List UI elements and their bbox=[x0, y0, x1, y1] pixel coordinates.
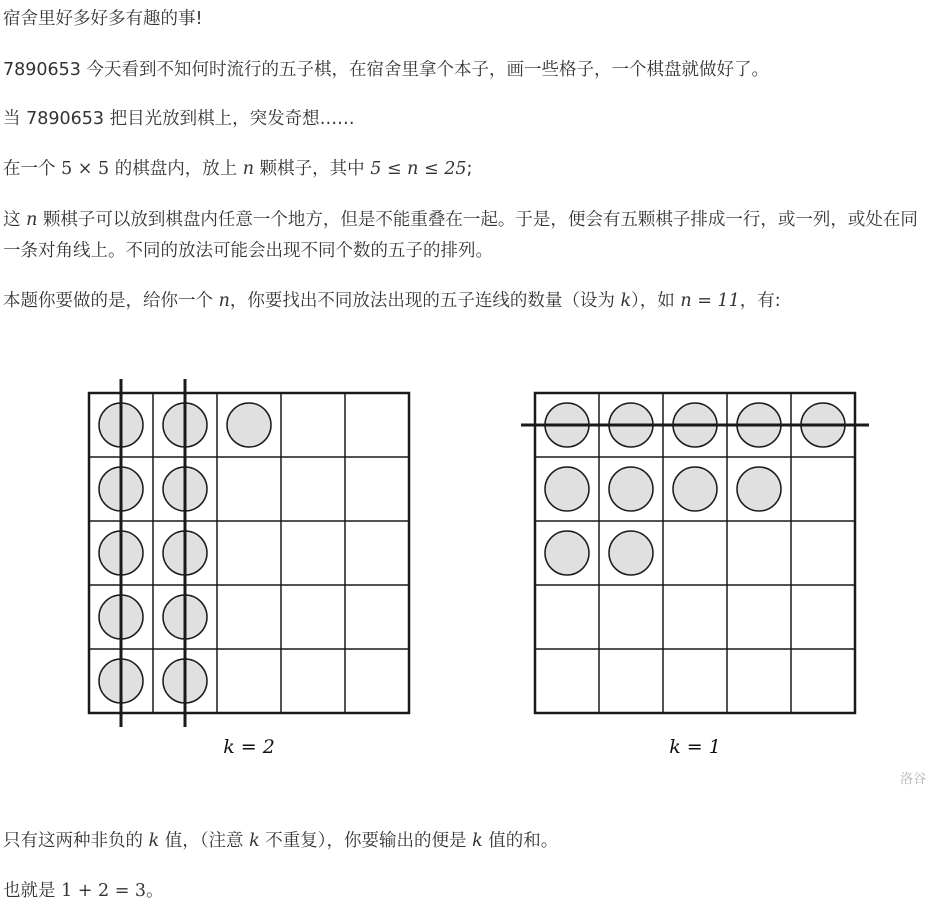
para-example-sum: 也就是 1 + 2 = 3。 bbox=[3, 881, 164, 901]
math-k: k bbox=[620, 291, 632, 311]
math-board-size: 5 × 5 bbox=[61, 159, 110, 179]
board-caption: k = 2 bbox=[223, 736, 275, 758]
math-n: n bbox=[242, 159, 255, 179]
math-k: k bbox=[148, 831, 160, 851]
stone bbox=[609, 531, 653, 575]
para-story: 7890653 今天看到不知何时流行的五子棋，在宿舍里拿个本子，画一些格子，一个棋盘就做好了。 bbox=[3, 60, 769, 80]
math-n: n bbox=[26, 210, 38, 230]
math-n-eq: n = 11 bbox=[680, 291, 740, 311]
stone bbox=[227, 403, 271, 447]
stone bbox=[545, 531, 589, 575]
board-caption: k = 1 bbox=[669, 736, 721, 758]
para-idea: 当 7890653 把目光放到棋上，突发奇想…… bbox=[3, 109, 355, 129]
para-board-setup: 在一个 5 × 5 的棋盘内，放上 n 颗棋子，其中 5 ≤ n ≤ 25; bbox=[3, 159, 473, 179]
watermark: 洛谷 bbox=[899, 772, 926, 787]
stone bbox=[737, 467, 781, 511]
para-rules: 这 n 颗棋子可以放到棋盘内任意一个地方，但是不能重叠在一起。于是，便会有五颗棋子排成一行，或一列，或处在同一条对角线上。不同的放法可能会出现不同个数的五子的排列。 bbox=[3, 210, 918, 261]
math-sum: 1 + 2 = 3 bbox=[61, 881, 147, 901]
board-figure bbox=[0, 360, 936, 790]
math-n: n bbox=[218, 291, 230, 311]
stone bbox=[673, 467, 717, 511]
para-answer: 只有这两种非负的 k 值，（注意 k 不重复），你要输出的便是 k 值的和。 bbox=[3, 831, 559, 851]
math-k: k bbox=[249, 831, 260, 851]
math-k: k bbox=[472, 831, 483, 851]
stone bbox=[545, 467, 589, 511]
para-intro: 宿舍里好多好多有趣的事! bbox=[3, 9, 203, 29]
stone bbox=[609, 467, 653, 511]
math-n-range: 5 ≤ n ≤ 25 bbox=[370, 159, 467, 179]
para-task: 本题你要做的是，给你一个 n，你要找出不同放法出现的五子连线的数量（设为 k），如 n = 11，有: bbox=[3, 291, 781, 311]
